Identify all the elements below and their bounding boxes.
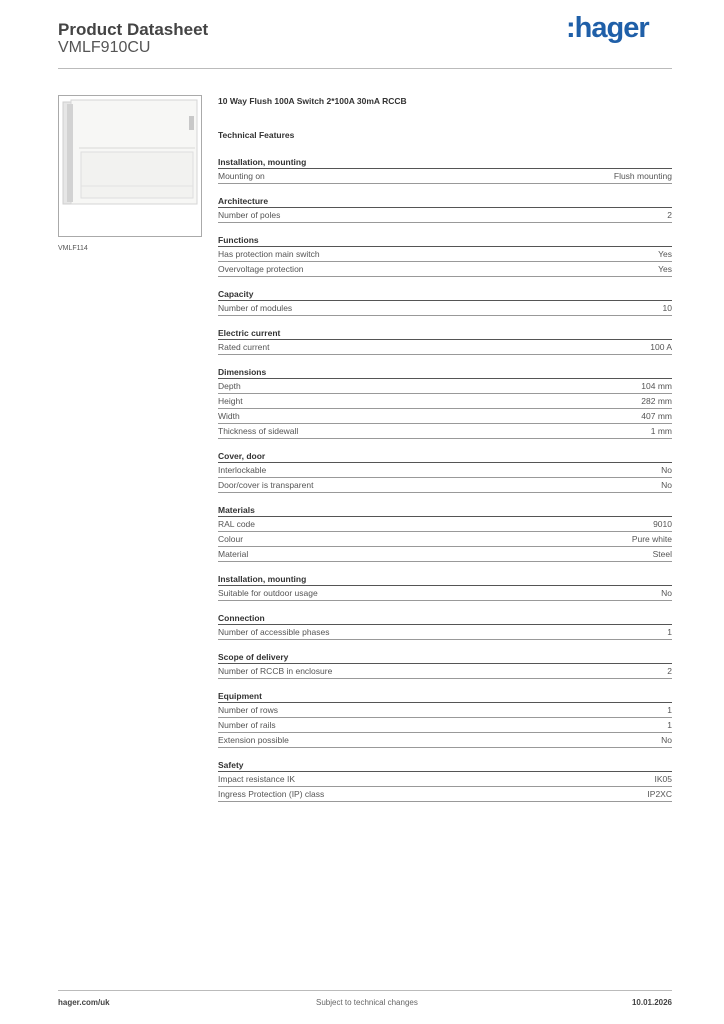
- feature-row: [218, 394, 672, 409]
- group-title: Architecture: [218, 195, 672, 208]
- feature-row: [218, 532, 672, 547]
- feature-row: [218, 262, 672, 277]
- feature-value: 100 A: [650, 342, 672, 352]
- product-name: 10 Way Flush 100A Switch 2*100A 30mA RCCB: [218, 96, 407, 106]
- feature-label: Rated current: [218, 342, 270, 352]
- product-image: [58, 95, 202, 237]
- feature-value: Pure white: [631, 534, 672, 544]
- feature-value: 282 mm: [641, 396, 672, 406]
- feature-value: IP2XC: [647, 789, 672, 799]
- group-title: Installation, mounting: [218, 156, 672, 169]
- feature-value: 1: [667, 627, 672, 637]
- feature-row: [218, 208, 672, 223]
- feature-value: No: [661, 735, 672, 745]
- feature-row: [218, 169, 672, 184]
- product-code: VMLF910CU: [58, 39, 151, 56]
- feature-label: Number of rows: [218, 705, 278, 715]
- feature-row: [218, 733, 672, 748]
- feature-row: [218, 247, 672, 262]
- group-title: Equipment: [218, 690, 672, 703]
- feature-row: [218, 787, 672, 802]
- feature-value: 10: [662, 303, 672, 313]
- feature-value: 2: [667, 666, 672, 676]
- feature-value: Yes: [658, 249, 672, 259]
- feature-value: 1 mm: [650, 426, 672, 436]
- feature-label: Interlockable: [218, 465, 267, 475]
- image-caption: VMLF114: [58, 245, 88, 252]
- feature-label: Door/cover is transparent: [218, 480, 314, 490]
- feature-row: [218, 547, 672, 562]
- group-title: Materials: [218, 504, 672, 517]
- feature-row: [218, 424, 672, 439]
- page-title: Product Datasheet: [58, 20, 209, 39]
- feature-value: 407 mm: [641, 411, 672, 421]
- feature-label: Thickness of sidewall: [218, 426, 299, 436]
- feature-value: No: [661, 588, 672, 598]
- feature-label: Colour: [218, 534, 244, 544]
- feature-value: Steel: [652, 549, 672, 559]
- feature-row: [218, 772, 672, 787]
- enclosure-illustration: [59, 96, 201, 236]
- feature-label: Depth: [218, 381, 241, 391]
- feature-row: [218, 301, 672, 316]
- feature-row: [218, 625, 672, 640]
- header-divider: [58, 68, 672, 69]
- group-title: Scope of delivery: [218, 651, 672, 664]
- feature-label: Impact resistance IK: [218, 774, 296, 784]
- feature-label: Ingress Protection (IP) class: [218, 789, 325, 799]
- technical-features: [218, 96, 672, 802]
- footer-website: hager.com/uk: [58, 998, 110, 1007]
- feature-label: Material: [218, 549, 249, 559]
- feature-row: [218, 478, 672, 493]
- hager-logo: :hager: [566, 12, 649, 44]
- feature-value: No: [661, 465, 672, 475]
- feature-value: No: [661, 480, 672, 490]
- feature-label: Number of modules: [218, 303, 293, 313]
- feature-value: 9010: [653, 519, 672, 529]
- feature-label: Suitable for outdoor usage: [218, 588, 318, 598]
- feature-row: [218, 379, 672, 394]
- footer-date: 10.01.2026: [631, 998, 672, 1007]
- group-title: Safety: [218, 759, 672, 772]
- feature-label: Mounting on: [218, 171, 265, 181]
- feature-label: Overvoltage protection: [218, 264, 304, 274]
- feature-row: [218, 718, 672, 733]
- feature-value: 2: [667, 210, 672, 220]
- group-title: Capacity: [218, 288, 672, 301]
- feature-value: IK05: [654, 774, 672, 784]
- feature-row: [218, 664, 672, 679]
- feature-label: Number of accessible phases: [218, 627, 330, 637]
- group-title: Dimensions: [218, 366, 672, 379]
- feature-label: Has protection main switch: [218, 249, 320, 259]
- feature-row: [218, 409, 672, 424]
- feature-label: Height: [218, 396, 243, 406]
- feature-value: Yes: [658, 264, 672, 274]
- feature-value: 104 mm: [641, 381, 672, 391]
- group-title: Cover, door: [218, 450, 672, 463]
- feature-value: 1: [667, 705, 672, 715]
- feature-label: Width: [218, 411, 240, 421]
- group-title: Installation, mounting: [218, 573, 672, 586]
- feature-label: RAL code: [218, 519, 256, 529]
- feature-label: Number of poles: [218, 210, 281, 220]
- feature-label: Extension possible: [218, 735, 289, 745]
- group-title: Connection: [218, 612, 672, 625]
- section-title: Technical Features: [218, 130, 295, 140]
- feature-label: Number of RCCB in enclosure: [218, 666, 333, 676]
- feature-row: [218, 586, 672, 601]
- feature-row: [218, 340, 672, 355]
- footer-divider: [58, 990, 672, 991]
- feature-row: [218, 463, 672, 478]
- group-title: Functions: [218, 234, 672, 247]
- feature-value: Flush mounting: [613, 171, 672, 181]
- group-title: Electric current: [218, 327, 672, 340]
- footer-notice: Subject to technical changes: [316, 998, 418, 1007]
- feature-row: [218, 517, 672, 532]
- feature-row: [218, 703, 672, 718]
- feature-groups: [218, 156, 672, 802]
- feature-value: 1: [667, 720, 672, 730]
- feature-label: Number of rails: [218, 720, 276, 730]
